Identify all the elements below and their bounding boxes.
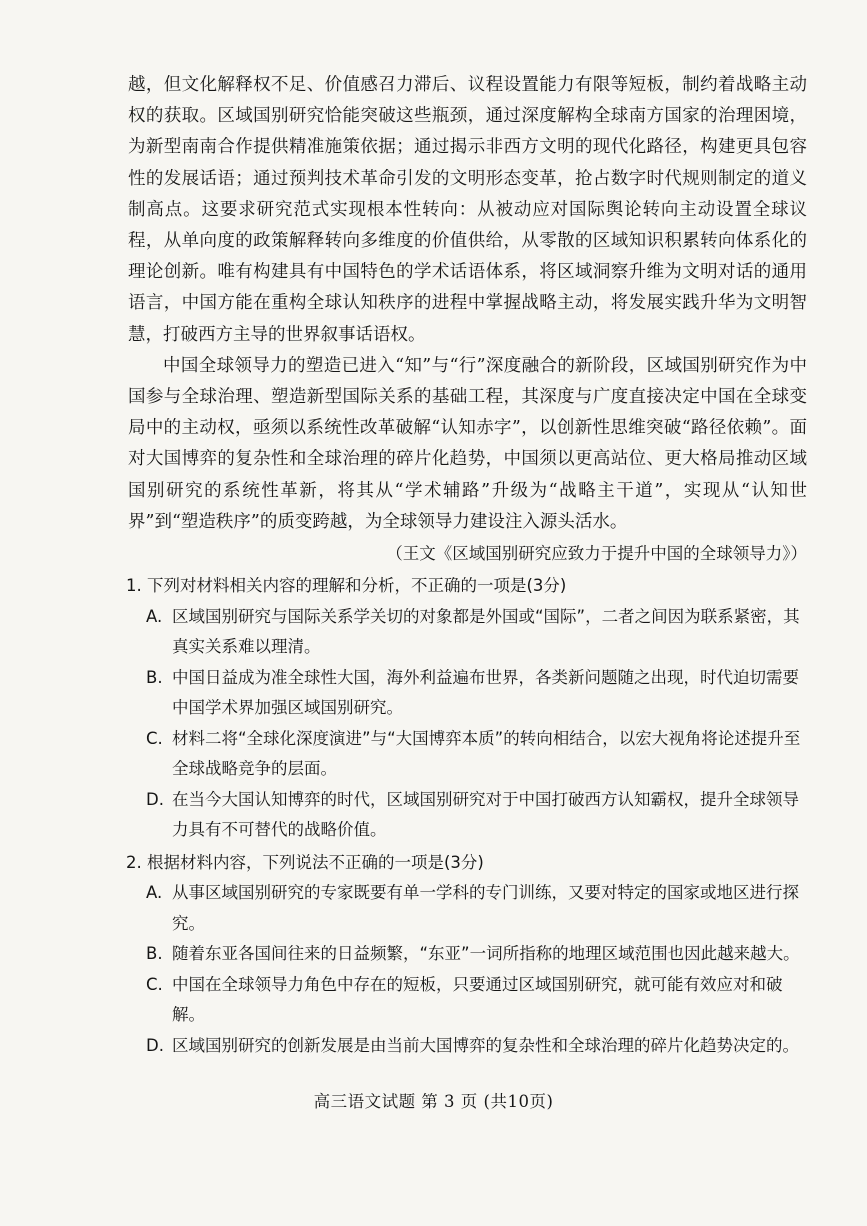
- question-1-option-b: [146, 663, 807, 724]
- option-text: 材料二将“全球化深度演进”与“大国博弈本质”的转向相结合，以宏大视角将论述提升至全球战略竞争的层面。: [172, 728, 801, 779]
- option-letter: D.: [146, 789, 164, 809]
- option-letter: D.: [146, 1035, 164, 1055]
- option-letter: C.: [146, 728, 163, 748]
- option-text: 区域国别研究与国际关系学关切的对象都是外国或“国际”，二者之间因为联系紧密，其真实关系难以理清。: [172, 606, 800, 657]
- passage-paragraph-2: 中国全球领导力的塑造已进入“知”与“行”深度融合的新阶段，区域国别研究作为中国参与全球治理、塑造新型国际关系的基础工程，其深度与广度直接决定中国在全球变局中的主动权，亟须以系统性改革破解“认知赤字”，以创新性思维突破“路径依赖”。面对大国博弈的复杂性和全球治理的碎片化趋势，中国须以更高站位、更大格局推动区域国别研究的系统性革新，将其从“学术辅路”升级为“战略主干道”，实现从“认知世界”到“塑造秩序”的质变跨越，为全球领导力建设注入源头活水。: [128, 355, 807, 532]
- option-letter: B.: [146, 667, 163, 687]
- option-text: 在当今大国认知博弈的时代，区域国别研究对于中国打破西方认知霸权，提升全球领导力具有不可替代的战略价值。: [172, 789, 799, 840]
- question-1: [128, 571, 807, 846]
- option-letter: C.: [146, 974, 163, 994]
- question-1-stem: 1. 下列对材料相关内容的理解和分析，不正确的一项是(3分): [126, 576, 567, 596]
- option-text: 中国在全球领导力角色中存在的短板，只要通过区域国别研究，就可能有效应对和破解。: [172, 974, 783, 1025]
- question-2-option-b: [146, 939, 807, 970]
- option-text: 从事区域国别研究的专家既要有单一学科的专门训练，又要对特定的国家或地区进行探究。: [172, 883, 799, 933]
- passage-source: （王文《区域国别研究应致力于提升中国的全球领导力》）: [386, 544, 807, 564]
- question-2-option-a: [146, 878, 807, 939]
- question-2-option-d: [146, 1031, 807, 1062]
- option-letter: B.: [146, 944, 163, 964]
- question-1-option-c: [146, 724, 807, 785]
- question-2-option-c: [146, 970, 807, 1031]
- question-1-option-a: [146, 602, 807, 663]
- page-footer: 高三语文试题 第 3 页 (共10页): [313, 1092, 554, 1111]
- option-text: 中国日益成为准全球性大国，海外利益遍布世界，各类新问题随之出现，时代迫切需要中国学术界加强区域国别研究。: [172, 667, 799, 718]
- question-2: [128, 848, 807, 1062]
- option-text: 区域国别研究的创新发展是由当前大国博弈的复杂性和全球治理的碎片化趋势决定的。: [172, 1035, 799, 1055]
- option-letter: A.: [146, 883, 163, 903]
- option-text: 随着东亚各国间往来的日益频繁，“东亚”一词所指称的地理区域范围也因此越来越大。: [172, 944, 800, 964]
- question-2-stem: 2. 根据材料内容，下列说法不正确的一项是(3分): [126, 852, 484, 872]
- question-1-option-d: [146, 785, 807, 846]
- passage-paragraph-1: 越，但文化解释权不足、价值感召力滞后、议程设置能力有限等短板，制约着战略主动权的获取。区域国别研究恰能突破这些瓶颈，通过深度解构全球南方国家的治理困境，为新型南南合作提供精准施策依据；通过揭示非西方文明的现代化路径，构建更具包容性的发展话语；通过预判技术革命引发的文明形态变革，抢占数字时代规则制定的道义制高点。这要求研究范式实现根本性转向：从被动应对国际舆论转向主动设置全球议程，从单向度的政策解释转向多维度的价值供给，从零散的区域知识积累转向体系化的理论创新。唯有构建具有中国特色的学术话语体系，将区域洞察升维为文明对话的通用语言，中国方能在重构全球认知秩序的进程中掌握战略主动，将发展实践升华为文明智慧，打破西方主导的世界叙事话语权。: [128, 75, 807, 345]
- option-letter: A.: [146, 606, 163, 626]
